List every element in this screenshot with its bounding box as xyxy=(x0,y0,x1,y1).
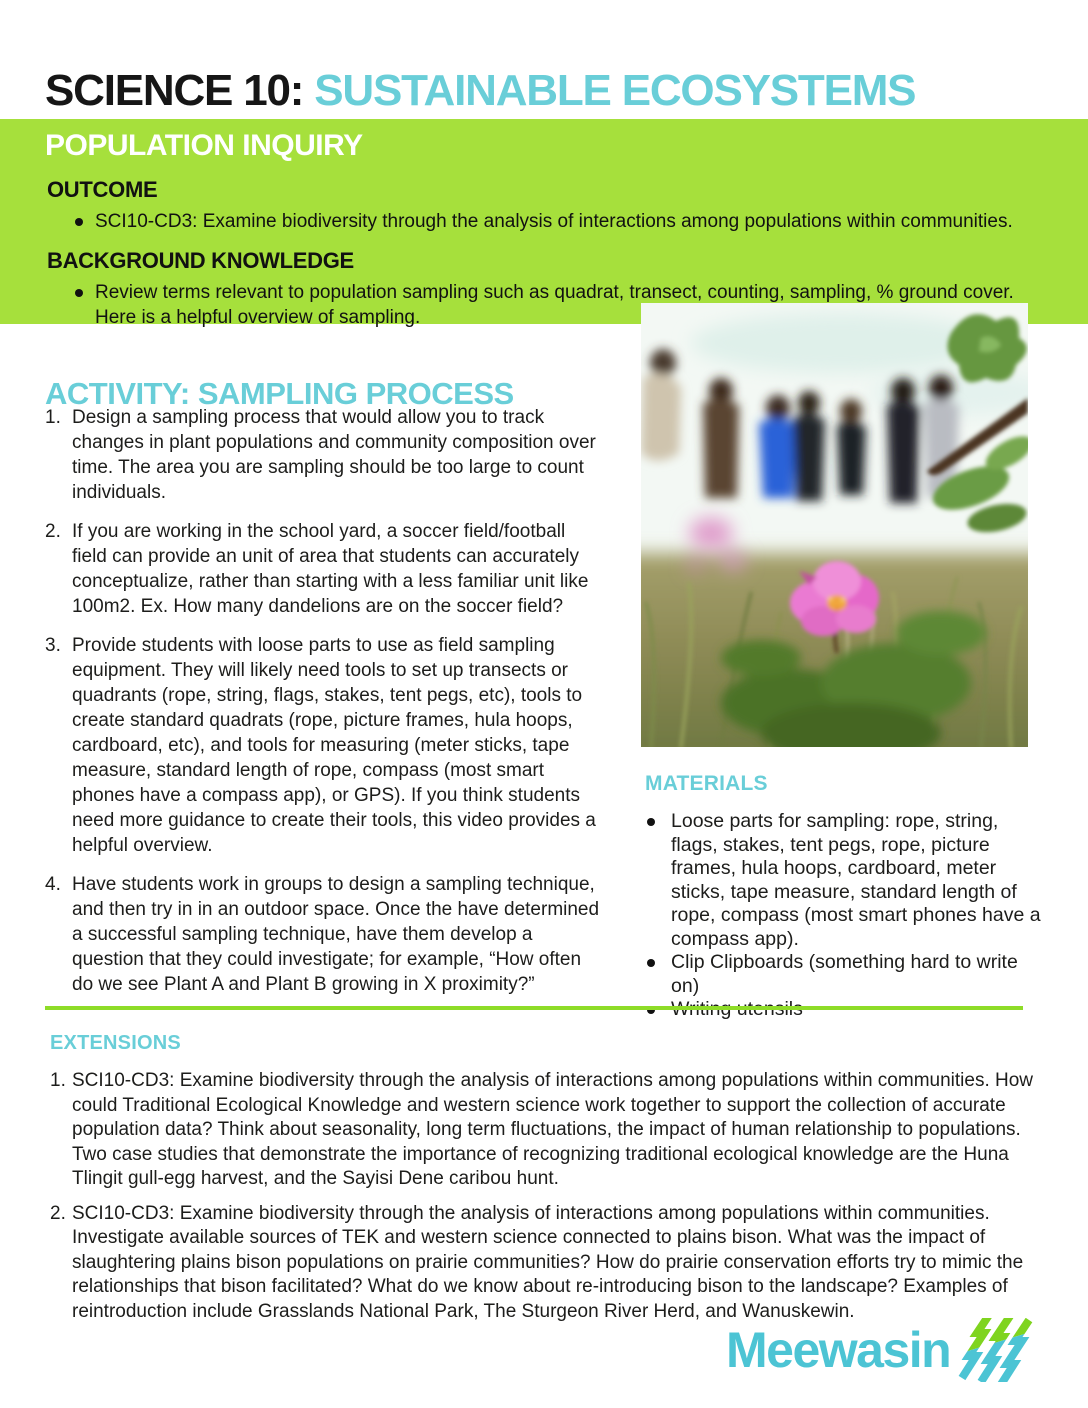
banner-title: POPULATION INQUIRY xyxy=(45,129,363,162)
background-knowledge-heading: BACKGROUND KNOWLEDGE xyxy=(47,248,354,273)
outcome-list xyxy=(45,209,1088,234)
material-item: Loose parts for sampling: rope, string, flags, stakes, tent pegs, rope, picture frames, hula hoops, cardboard, meter sticks, tape measure, standard length of rope, compass (most smart phones have a compass app). xyxy=(645,810,1050,951)
activity-steps-list xyxy=(45,405,605,1011)
materials-heading: MATERIALS xyxy=(645,772,768,795)
meewasin-zigzag-icon xyxy=(958,1318,1044,1382)
activity-step: Design a sampling process that would allow you to track changes in plant populations and community composition over time. The area you are sampling should be too large to count individuals. xyxy=(72,407,596,503)
materials-section xyxy=(645,772,1050,1022)
materials-list xyxy=(645,810,1050,1022)
extensions-heading: EXTENSIONS xyxy=(50,1032,181,1054)
field-photo xyxy=(641,303,1028,747)
page-title-topic: SUSTAINABLE ECOSYSTEMS xyxy=(314,66,916,116)
activity-step: If you are working in the school yard, a soccer field/football field can provide an unit of area that students can accurately conceptualize, rather than starting with a less familiar unit like 100m2. Ex. How many dandelions are on the soccer field? xyxy=(72,521,589,617)
extension-item: SCI10-CD3: Examine biodiversity through the analysis of interactions among populations within communities. How could Traditional Ecological Knowledge and western science work together to support the collection of accurate population data? Think about seasonality, long term fluctuations, the impact of human relationship to populations. Two case studies that demonstrate the importance of recognizing traditional ecological knowledge are the Huna Tlingit gull-egg harvest, and the Sayisi Dene caribou hunt. xyxy=(72,1070,1034,1189)
meewasin-logo xyxy=(726,1318,1044,1382)
section-divider xyxy=(45,1006,1023,1010)
activity-step: Provide students with loose parts to use as field sampling equipment. They will likely need tools to set up transects or quadrants (rope, string, flags, stakes, tent pegs, etc), tools to create standard quadrats (rope, picture frames, hula hoops, cardboard, etc), and tools for measuring (meter sticks, tape measure, standard length of rope, compass (most smart phones have a compass app), or GPS). If you think students need more guidance to create their tools, this video provides a helpful overview. xyxy=(72,635,596,856)
field-photo-illustration xyxy=(641,303,1028,747)
outcome-heading: OUTCOME xyxy=(47,177,158,202)
extension-item: SCI10-CD3: Examine biodiversity through the analysis of interactions among populations within communities. Investigate available sources of TEK and western science connected to plains bison. What was the impact of slaughtering plains bison populations on prairie communities? How do prairie conservation efforts try to mimic the relationships that bison facilitated? What do we know about re-introducing bison to the landscape? Examples of reintroduction include Grasslands National Park, The Sturgeon River Herd, and Wanuskewin. xyxy=(72,1202,1024,1322)
activity-step: Have students work in groups to design a sampling technique, and then try in in an outdoor space. Once the have determined a successful sampling technique, have them develop a question that they could investigate; for example, “How often do we see Plant A and Plant B growing in X proximity?” xyxy=(72,874,600,995)
extensions-section xyxy=(50,1032,1050,1334)
extensions-list xyxy=(50,1069,1050,1324)
page-title xyxy=(45,67,915,115)
outcome-item: SCI10-CD3: Examine biodiversity through the analysis of interactions among populations within communities. xyxy=(75,209,1048,234)
background-knowledge-item: Review terms relevant to population sampling such as quadrat, transect, counting, sampling, % ground cover. Here is a helpful overview of sampling. xyxy=(75,280,1048,330)
population-inquiry-banner xyxy=(0,119,1088,328)
page-title-course: SCIENCE 10: xyxy=(45,66,315,116)
meewasin-logo-text: Meewasin xyxy=(726,1322,951,1378)
activity-heading: ACTIVITY: SAMPLING PROCESS xyxy=(45,375,514,411)
material-item: Clip Clipboards (something hard to write on) xyxy=(645,951,1050,998)
